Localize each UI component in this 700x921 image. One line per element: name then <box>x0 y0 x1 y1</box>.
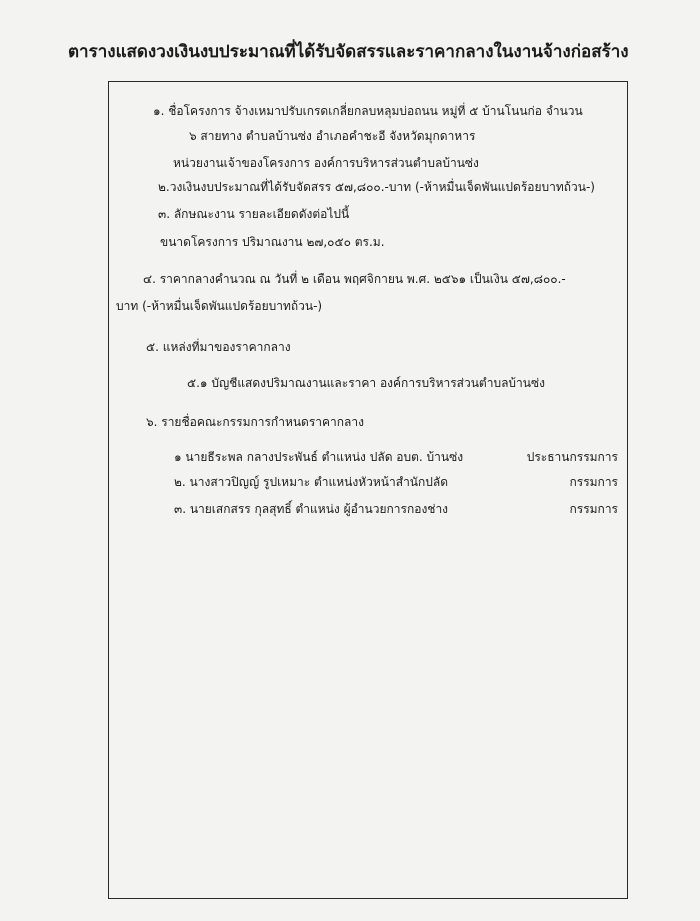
committee-member-1: ๑ นายธีระพล กลางประพันธ์ ตำแหน่ง ปลัด อบต. บ้านซ่ง <box>174 450 464 464</box>
item5-source: ๕.๑ บัญชีแสดงปริมาณงานและราคา องค์การบริหารส่วนตำบลบ้านซ่ง <box>187 376 545 390</box>
item6-heading: ๖. รายชื่อคณะกรรมการกำหนดราคากลาง <box>146 415 365 429</box>
committee-role-3: กรรมการ <box>569 502 618 516</box>
item3-work-type: ๓. ลักษณะงาน รายละเอียดดังต่อไปนี้ <box>158 207 350 221</box>
item2-budget: ๒.วงเงินงบประมาณที่ได้รับจัดสรร ๕๗,๘๐๐.-บาท (-ห้าหมื่นเจ็ดพันแปดร้อยบาทถ้วน-) <box>158 180 595 194</box>
item4-median-price: ๔. ราคากลางคำนวณ ณ วันที่ ๒ เดือน พฤศจิกายน พ.ศ. ๒๕๖๑ เป็นเงิน ๕๗,๘๐๐.- <box>143 272 566 286</box>
committee-role-1: ประธานกรรมการ <box>526 450 618 464</box>
document-title: ตารางแสดงวงเงินงบประมาณที่ได้รับจัดสรรและราคากลางในงานจ้างก่อสร้าง <box>68 42 629 62</box>
item5-heading: ๕. แหล่งที่มาของราคากลาง <box>146 340 291 354</box>
committee-member-3: ๓. นายเสกสรร กุลสุทธิ์ ตำแหน่ง ผู้อำนวยการกองช่าง <box>174 502 449 516</box>
item4-amount-text: บาท (-ห้าหมื่นเจ็ดพันแปดร้อยบาทถ้วน-) <box>116 299 323 313</box>
item1-project-name: ๑. ชื่อโครงการ จ้างเหมาปรับเกรดเกลี่ยกลบหลุมบ่อถนน หมู่ที่ ๕ บ้านโนนก่อ จำนวน <box>153 104 583 118</box>
committee-member-2: ๒. นางสาวปิญญ์ รูปเหมาะ ตำแหน่งหัวหน้าสำนักปลัด <box>174 475 449 489</box>
item1-owner-agency: หน่วยงานเจ้าของโครงการ องค์การบริหารส่วนตำบลบ้านซ่ง <box>173 156 479 170</box>
item1-project-location: ๖ สายทาง ตำบลบ้านซ่ง อำเภอคำชะอี จังหวัดมุกดาหาร <box>189 129 476 143</box>
item3-project-size: ขนาดโครงการ ปริมาณงาน ๒๗,๐๕๐ ตร.ม. <box>160 235 385 249</box>
document-frame <box>108 81 628 899</box>
committee-role-2: กรรมการ <box>569 475 618 489</box>
